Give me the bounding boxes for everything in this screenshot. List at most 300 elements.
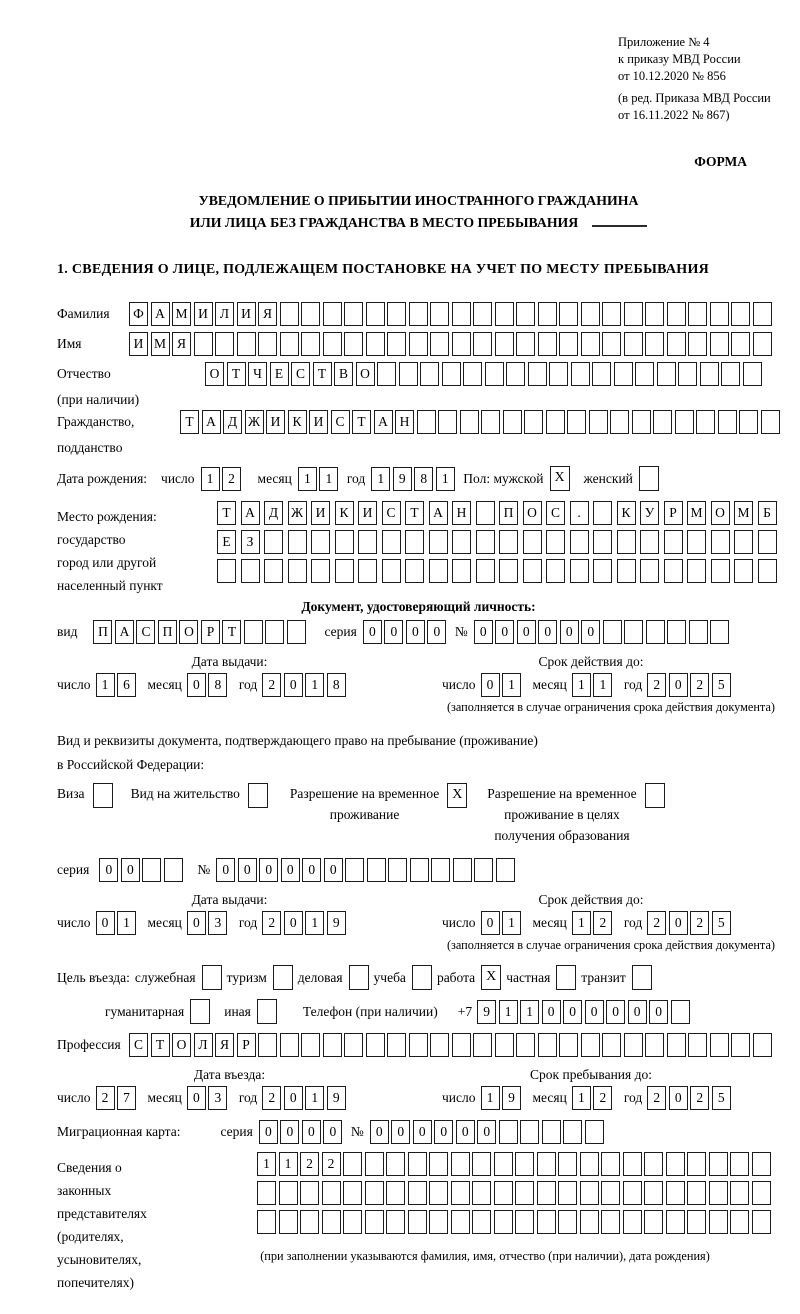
char-cell[interactable]: М	[687, 501, 706, 525]
char-cell[interactable]: М	[151, 332, 170, 356]
char-cell[interactable]	[367, 858, 386, 882]
char-cell[interactable]	[257, 1210, 276, 1234]
visa-checkbox[interactable]	[93, 783, 113, 808]
char-cell[interactable]	[366, 332, 385, 356]
char-cell[interactable]: Т	[405, 501, 424, 525]
char-cell[interactable]: 0	[284, 911, 303, 935]
char-cell[interactable]: 0	[606, 1000, 625, 1024]
char-cell[interactable]	[617, 559, 636, 583]
char-cell[interactable]: 0	[517, 620, 536, 644]
char-cell[interactable]	[264, 559, 283, 583]
char-cell[interactable]: 0	[538, 620, 557, 644]
char-cell[interactable]: Ф	[129, 302, 148, 326]
char-cell[interactable]	[734, 559, 753, 583]
char-cell[interactable]	[496, 858, 515, 882]
char-cell[interactable]: 0	[238, 858, 257, 882]
char-cell[interactable]: В	[334, 362, 353, 386]
char-cell[interactable]: 0	[581, 620, 600, 644]
char-cell[interactable]	[164, 858, 183, 882]
char-cell[interactable]	[580, 1210, 599, 1234]
char-cell[interactable]: И	[237, 302, 256, 326]
char-cell[interactable]: И	[311, 501, 330, 525]
char-cell[interactable]	[601, 1210, 620, 1234]
char-cell[interactable]	[322, 1181, 341, 1205]
char-cell[interactable]	[718, 410, 737, 434]
char-cell[interactable]	[343, 1152, 362, 1176]
char-cell[interactable]	[667, 332, 686, 356]
char-cell[interactable]: 1	[305, 673, 324, 697]
char-cell[interactable]	[721, 362, 740, 386]
char-cell[interactable]	[429, 1181, 448, 1205]
char-cell[interactable]	[645, 1033, 664, 1057]
char-cell[interactable]	[476, 501, 495, 525]
char-cell[interactable]	[711, 530, 730, 554]
char-cell[interactable]: О	[205, 362, 224, 386]
char-cell[interactable]	[645, 332, 664, 356]
char-cell[interactable]: А	[202, 410, 221, 434]
char-cell[interactable]	[581, 1033, 600, 1057]
char-cell[interactable]: С	[291, 362, 310, 386]
char-cell[interactable]	[666, 1181, 685, 1205]
char-cell[interactable]	[731, 302, 750, 326]
char-cell[interactable]	[323, 332, 342, 356]
char-cell[interactable]: 3	[208, 911, 227, 935]
char-cell[interactable]: 9	[502, 1086, 521, 1110]
char-cell[interactable]: 2	[690, 673, 709, 697]
char-cell[interactable]: 1	[572, 911, 591, 935]
char-cell[interactable]: К	[288, 410, 307, 434]
char-cell[interactable]	[495, 1033, 514, 1057]
purpose-rabota-checkbox[interactable]: X	[481, 965, 501, 990]
char-cell[interactable]	[515, 1181, 534, 1205]
char-cell[interactable]: Я	[172, 332, 191, 356]
purpose-inaya-checkbox[interactable]	[257, 999, 277, 1024]
char-cell[interactable]	[559, 302, 578, 326]
char-cell[interactable]	[343, 1181, 362, 1205]
char-cell[interactable]	[632, 410, 651, 434]
char-cell[interactable]	[515, 1152, 534, 1176]
char-cell[interactable]: 9	[327, 1086, 346, 1110]
char-cell[interactable]: К	[335, 501, 354, 525]
char-cell[interactable]: 0	[474, 620, 493, 644]
char-cell[interactable]	[709, 1210, 728, 1234]
char-cell[interactable]: С	[331, 410, 350, 434]
char-cell[interactable]	[335, 530, 354, 554]
char-cell[interactable]	[463, 362, 482, 386]
char-cell[interactable]	[558, 1152, 577, 1176]
char-cell[interactable]: А	[115, 620, 134, 644]
char-cell[interactable]: Я	[258, 302, 277, 326]
char-cell[interactable]	[430, 302, 449, 326]
char-cell[interactable]	[473, 302, 492, 326]
char-cell[interactable]	[472, 1152, 491, 1176]
char-cell[interactable]	[563, 1120, 582, 1144]
char-cell[interactable]: Р	[664, 501, 683, 525]
char-cell[interactable]: 0	[481, 673, 500, 697]
char-cell[interactable]	[538, 302, 557, 326]
char-cell[interactable]: 9	[327, 911, 346, 935]
char-cell[interactable]	[430, 332, 449, 356]
purpose-ucheba-checkbox[interactable]	[412, 965, 432, 990]
char-cell[interactable]	[408, 1152, 427, 1176]
char-cell[interactable]: 0	[96, 911, 115, 935]
char-cell[interactable]	[387, 302, 406, 326]
char-cell[interactable]	[258, 332, 277, 356]
char-cell[interactable]	[644, 1210, 663, 1234]
char-cell[interactable]: 0	[280, 1120, 299, 1144]
char-cell[interactable]: 0	[560, 620, 579, 644]
char-cell[interactable]	[365, 1181, 384, 1205]
char-cell[interactable]	[730, 1152, 749, 1176]
char-cell[interactable]	[549, 362, 568, 386]
char-cell[interactable]: 0	[302, 1120, 321, 1144]
char-cell[interactable]: Д	[264, 501, 283, 525]
char-cell[interactable]	[580, 1181, 599, 1205]
char-cell[interactable]	[675, 410, 694, 434]
char-cell[interactable]	[528, 362, 547, 386]
char-cell[interactable]: 0	[669, 911, 688, 935]
char-cell[interactable]	[323, 1033, 342, 1057]
char-cell[interactable]	[499, 559, 518, 583]
char-cell[interactable]	[452, 559, 471, 583]
char-cell[interactable]	[494, 1152, 513, 1176]
char-cell[interactable]: 0	[628, 1000, 647, 1024]
char-cell[interactable]	[408, 1210, 427, 1234]
char-cell[interactable]	[301, 332, 320, 356]
char-cell[interactable]: 1	[257, 1152, 276, 1176]
char-cell[interactable]	[537, 1181, 556, 1205]
char-cell[interactable]: И	[358, 501, 377, 525]
char-cell[interactable]	[667, 302, 686, 326]
char-cell[interactable]	[258, 1033, 277, 1057]
char-cell[interactable]	[452, 332, 471, 356]
char-cell[interactable]: 0	[495, 620, 514, 644]
char-cell[interactable]: 1	[481, 1086, 500, 1110]
char-cell[interactable]	[194, 332, 213, 356]
char-cell[interactable]: 0	[302, 858, 321, 882]
char-cell[interactable]	[301, 1033, 320, 1057]
char-cell[interactable]	[365, 1152, 384, 1176]
char-cell[interactable]: И	[309, 410, 328, 434]
char-cell[interactable]	[623, 1210, 642, 1234]
char-cell[interactable]	[644, 1181, 663, 1205]
char-cell[interactable]	[409, 302, 428, 326]
char-cell[interactable]	[592, 362, 611, 386]
char-cell[interactable]	[430, 1033, 449, 1057]
char-cell[interactable]	[646, 620, 665, 644]
char-cell[interactable]: У	[640, 501, 659, 525]
char-cell[interactable]: Я	[215, 1033, 234, 1057]
char-cell[interactable]	[580, 1152, 599, 1176]
char-cell[interactable]: Б	[758, 501, 777, 525]
char-cell[interactable]	[405, 559, 424, 583]
char-cell[interactable]: К	[617, 501, 636, 525]
char-cell[interactable]: 0	[406, 620, 425, 644]
char-cell[interactable]: 2	[262, 1086, 281, 1110]
char-cell[interactable]: О	[179, 620, 198, 644]
char-cell[interactable]	[451, 1181, 470, 1205]
char-cell[interactable]	[420, 362, 439, 386]
char-cell[interactable]: 0	[284, 1086, 303, 1110]
char-cell[interactable]	[687, 530, 706, 554]
char-cell[interactable]: 1	[499, 1000, 518, 1024]
char-cell[interactable]	[481, 410, 500, 434]
char-cell[interactable]	[570, 530, 589, 554]
char-cell[interactable]: 5	[712, 673, 731, 697]
char-cell[interactable]: С	[382, 501, 401, 525]
char-cell[interactable]	[474, 858, 493, 882]
char-cell[interactable]: 2	[593, 1086, 612, 1110]
char-cell[interactable]: 1	[572, 673, 591, 697]
char-cell[interactable]	[538, 332, 557, 356]
char-cell[interactable]	[546, 530, 565, 554]
char-cell[interactable]	[614, 362, 633, 386]
char-cell[interactable]	[452, 1033, 471, 1057]
char-cell[interactable]	[387, 332, 406, 356]
char-cell[interactable]: 2	[300, 1152, 319, 1176]
char-cell[interactable]: 0	[187, 673, 206, 697]
char-cell[interactable]	[365, 1210, 384, 1234]
char-cell[interactable]	[237, 332, 256, 356]
char-cell[interactable]	[624, 332, 643, 356]
char-cell[interactable]	[653, 410, 672, 434]
char-cell[interactable]	[399, 362, 418, 386]
char-cell[interactable]	[344, 302, 363, 326]
char-cell[interactable]: 0	[649, 1000, 668, 1024]
char-cell[interactable]: 1	[502, 911, 521, 935]
char-cell[interactable]	[386, 1210, 405, 1234]
char-cell[interactable]	[601, 1152, 620, 1176]
char-cell[interactable]	[752, 1152, 771, 1176]
char-cell[interactable]: 1	[201, 467, 220, 491]
char-cell[interactable]	[593, 559, 612, 583]
char-cell[interactable]	[731, 1033, 750, 1057]
char-cell[interactable]	[664, 530, 683, 554]
char-cell[interactable]: Т	[217, 501, 236, 525]
char-cell[interactable]: 0	[477, 1120, 496, 1144]
char-cell[interactable]	[524, 410, 543, 434]
char-cell[interactable]: Т	[352, 410, 371, 434]
char-cell[interactable]	[671, 1000, 690, 1024]
char-cell[interactable]	[366, 302, 385, 326]
char-cell[interactable]	[753, 302, 772, 326]
char-cell[interactable]	[516, 1033, 535, 1057]
char-cell[interactable]: 7	[117, 1086, 136, 1110]
char-cell[interactable]: 0	[187, 1086, 206, 1110]
char-cell[interactable]: 2	[647, 673, 666, 697]
char-cell[interactable]	[452, 302, 471, 326]
char-cell[interactable]	[546, 559, 565, 583]
char-cell[interactable]	[323, 302, 342, 326]
char-cell[interactable]	[657, 362, 676, 386]
char-cell[interactable]	[602, 302, 621, 326]
char-cell[interactable]: 1	[96, 673, 115, 697]
char-cell[interactable]	[585, 1120, 604, 1144]
char-cell[interactable]: 9	[477, 1000, 496, 1024]
char-cell[interactable]	[617, 530, 636, 554]
char-cell[interactable]: 2	[690, 1086, 709, 1110]
char-cell[interactable]	[382, 559, 401, 583]
char-cell[interactable]	[473, 332, 492, 356]
char-cell[interactable]	[257, 1181, 276, 1205]
gender-female-checkbox[interactable]	[639, 466, 659, 491]
char-cell[interactable]: 0	[187, 911, 206, 935]
char-cell[interactable]	[460, 410, 479, 434]
char-cell[interactable]	[322, 1210, 341, 1234]
temp-residence-checkbox[interactable]: X	[447, 783, 467, 808]
char-cell[interactable]	[241, 559, 260, 583]
char-cell[interactable]	[280, 302, 299, 326]
char-cell[interactable]	[499, 530, 518, 554]
char-cell[interactable]	[523, 559, 542, 583]
char-cell[interactable]: С	[136, 620, 155, 644]
char-cell[interactable]	[409, 1033, 428, 1057]
char-cell[interactable]: Ч	[248, 362, 267, 386]
char-cell[interactable]: 0	[370, 1120, 389, 1144]
char-cell[interactable]	[494, 1210, 513, 1234]
char-cell[interactable]	[409, 332, 428, 356]
char-cell[interactable]	[344, 1033, 363, 1057]
char-cell[interactable]: 0	[542, 1000, 561, 1024]
char-cell[interactable]	[711, 559, 730, 583]
char-cell[interactable]	[382, 530, 401, 554]
char-cell[interactable]	[666, 1152, 685, 1176]
char-cell[interactable]: П	[158, 620, 177, 644]
char-cell[interactable]: Т	[227, 362, 246, 386]
char-cell[interactable]: 0	[427, 620, 446, 644]
char-cell[interactable]: Е	[270, 362, 289, 386]
char-cell[interactable]	[515, 1210, 534, 1234]
char-cell[interactable]	[537, 1210, 556, 1234]
char-cell[interactable]	[301, 302, 320, 326]
char-cell[interactable]: Е	[217, 530, 236, 554]
char-cell[interactable]	[589, 410, 608, 434]
char-cell[interactable]	[758, 559, 777, 583]
char-cell[interactable]: 0	[669, 1086, 688, 1110]
char-cell[interactable]	[311, 559, 330, 583]
char-cell[interactable]: 1	[436, 467, 455, 491]
char-cell[interactable]	[453, 858, 472, 882]
char-cell[interactable]	[288, 559, 307, 583]
char-cell[interactable]: 8	[327, 673, 346, 697]
char-cell[interactable]: 0	[563, 1000, 582, 1024]
char-cell[interactable]	[503, 410, 522, 434]
char-cell[interactable]: 0	[481, 911, 500, 935]
char-cell[interactable]	[300, 1210, 319, 1234]
char-cell[interactable]	[429, 530, 448, 554]
char-cell[interactable]	[559, 1033, 578, 1057]
char-cell[interactable]	[696, 410, 715, 434]
char-cell[interactable]	[624, 620, 643, 644]
char-cell[interactable]: Т	[313, 362, 332, 386]
char-cell[interactable]	[523, 530, 542, 554]
char-cell[interactable]: Л	[215, 302, 234, 326]
char-cell[interactable]	[265, 620, 284, 644]
char-cell[interactable]: 0	[324, 858, 343, 882]
char-cell[interactable]	[623, 1152, 642, 1176]
char-cell[interactable]	[753, 1033, 772, 1057]
char-cell[interactable]	[335, 559, 354, 583]
purpose-tranzit-checkbox[interactable]	[632, 965, 652, 990]
char-cell[interactable]	[687, 1181, 706, 1205]
char-cell[interactable]	[753, 332, 772, 356]
char-cell[interactable]	[358, 530, 377, 554]
char-cell[interactable]: 0	[121, 858, 140, 882]
char-cell[interactable]	[710, 1033, 729, 1057]
char-cell[interactable]	[700, 362, 719, 386]
purpose-chastnaya-checkbox[interactable]	[556, 965, 576, 990]
char-cell[interactable]	[558, 1181, 577, 1205]
char-cell[interactable]	[358, 559, 377, 583]
char-cell[interactable]	[288, 530, 307, 554]
char-cell[interactable]: Н	[452, 501, 471, 525]
char-cell[interactable]	[571, 362, 590, 386]
purpose-gumanitarnaya-checkbox[interactable]	[190, 999, 210, 1024]
char-cell[interactable]	[280, 1033, 299, 1057]
char-cell[interactable]	[710, 620, 729, 644]
char-cell[interactable]	[408, 1181, 427, 1205]
char-cell[interactable]: И	[194, 302, 213, 326]
char-cell[interactable]: О	[711, 501, 730, 525]
char-cell[interactable]	[581, 332, 600, 356]
char-cell[interactable]	[429, 559, 448, 583]
char-cell[interactable]: 1	[298, 467, 317, 491]
char-cell[interactable]	[546, 410, 565, 434]
char-cell[interactable]	[344, 332, 363, 356]
char-cell[interactable]: Н	[395, 410, 414, 434]
char-cell[interactable]	[429, 1210, 448, 1234]
char-cell[interactable]	[244, 620, 263, 644]
char-cell[interactable]: Т	[180, 410, 199, 434]
char-cell[interactable]	[567, 410, 586, 434]
char-cell[interactable]: 8	[208, 673, 227, 697]
char-cell[interactable]	[623, 1181, 642, 1205]
char-cell[interactable]	[495, 302, 514, 326]
char-cell[interactable]	[687, 1210, 706, 1234]
residence-permit-checkbox[interactable]	[248, 783, 268, 808]
char-cell[interactable]	[542, 1120, 561, 1144]
char-cell[interactable]: 0	[384, 620, 403, 644]
char-cell[interactable]: Д	[223, 410, 242, 434]
char-cell[interactable]: 9	[393, 467, 412, 491]
char-cell[interactable]	[610, 410, 629, 434]
purpose-sluzhebnaya-checkbox[interactable]	[202, 965, 222, 990]
char-cell[interactable]	[429, 1152, 448, 1176]
char-cell[interactable]	[603, 620, 622, 644]
char-cell[interactable]: 0	[413, 1120, 432, 1144]
char-cell[interactable]	[506, 362, 525, 386]
char-cell[interactable]: 0	[99, 858, 118, 882]
char-cell[interactable]	[743, 362, 762, 386]
char-cell[interactable]	[452, 530, 471, 554]
char-cell[interactable]: 5	[712, 1086, 731, 1110]
char-cell[interactable]	[377, 362, 396, 386]
char-cell[interactable]: 2	[222, 467, 241, 491]
char-cell[interactable]	[442, 362, 461, 386]
char-cell[interactable]: Р	[201, 620, 220, 644]
char-cell[interactable]	[438, 410, 457, 434]
char-cell[interactable]	[667, 1033, 686, 1057]
char-cell[interactable]: .	[570, 501, 589, 525]
char-cell[interactable]	[624, 1033, 643, 1057]
char-cell[interactable]	[287, 620, 306, 644]
char-cell[interactable]	[264, 530, 283, 554]
char-cell[interactable]: 2	[647, 911, 666, 935]
char-cell[interactable]: 0	[323, 1120, 342, 1144]
char-cell[interactable]	[678, 362, 697, 386]
char-cell[interactable]: 2	[262, 673, 281, 697]
char-cell[interactable]	[388, 858, 407, 882]
